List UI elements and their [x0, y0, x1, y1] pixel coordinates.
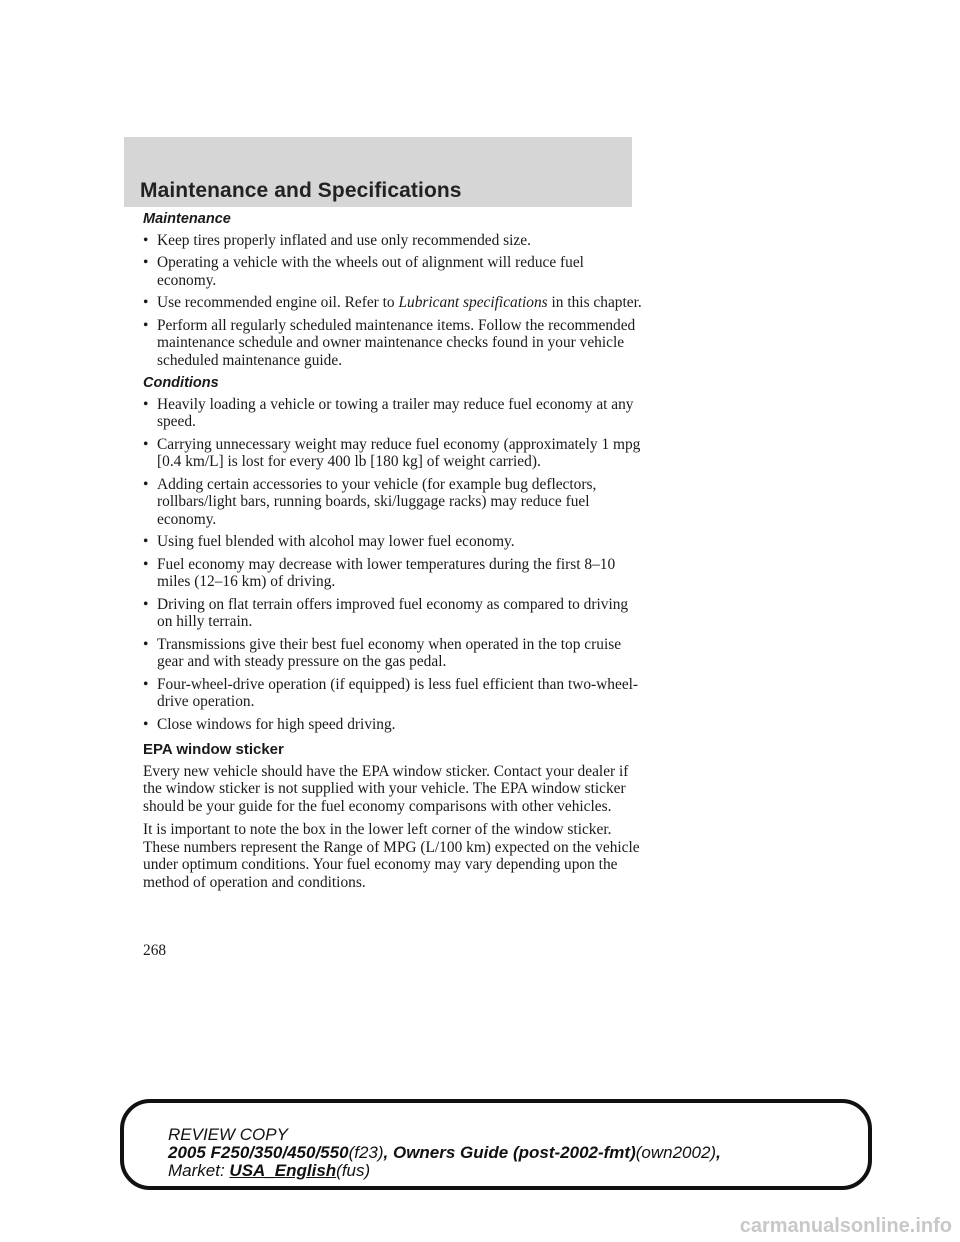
list-item: • Driving on flat terrain offers improved fuel economy as compared to driving on hilly terrain. [143, 595, 629, 630]
list-item: • Using fuel blended with alcohol may lower fuel economy. [143, 533, 515, 550]
list-item: • Four-wheel-drive operation (if equipped) is less fuel efficient than two-wheel-drive operation. [143, 675, 639, 710]
review-copy-text [168, 1126, 721, 1180]
list-item: • Fuel economy may decrease with lower temperatures during the first 8–10 miles (12–16 km) of driving. [143, 555, 616, 590]
epa-paragraph: Every new vehicle should have the EPA window sticker. Contact your dealer if the window sticker is not supplied with your vehicle. The EPA window sticker should be your guide for the fuel economy comparisons with other vehicles. [143, 762, 629, 815]
list-item: • Heavily loading a vehicle or towing a trailer may reduce fuel economy at any speed. [143, 395, 634, 430]
list-item: • Perform all regularly scheduled maintenance items. Follow the recommended maintenance schedule and owner maintenance checks found in your vehicle scheduled maintenance guide. [143, 316, 636, 369]
maintenance-list [143, 232, 643, 370]
review-copy-box [120, 1099, 872, 1190]
maintenance-heading: Maintenance [143, 211, 231, 227]
page-content [143, 211, 643, 897]
section-title: Maintenance and Specifications [140, 179, 462, 202]
list-item: • Operating a vehicle with the wheels out of alignment will reduce fuel economy. [143, 254, 584, 289]
review-copy-label: REVIEW COPY [168, 1125, 288, 1144]
list-item: • Transmissions give their best fuel economy when operated in the top cruise gear and with steady pressure on the gas pedal. [143, 635, 622, 670]
list-item: • Carrying unnecessary weight may reduce fuel economy (approximately 1 mpg [0.4 km/L] is lost for every 400 lb [180 kg] of weight carried). [143, 435, 641, 470]
list-item: • Keep tires properly inflated and use only recommended size. [143, 231, 531, 249]
market-line: Market: USA_English(fus) [168, 1161, 371, 1180]
list-item: • Close windows for high speed driving. [143, 715, 396, 733]
list-item: • Use recommended engine oil. Refer to Lubricant specifications in this chapter. [143, 294, 642, 311]
conditions-heading: Conditions [143, 375, 219, 391]
list-item: • Adding certain accessories to your vehicle (for example bug deflectors, rollbars/light bars, running boards, ski/luggage racks) may reduce fuel economy. [143, 475, 597, 528]
section-header [124, 137, 632, 207]
epa-heading: EPA window sticker [143, 741, 284, 758]
conditions-list [143, 396, 643, 734]
page-number: 268 [143, 942, 167, 959]
watermark: carmanualsonline.info [739, 1215, 952, 1237]
lubricant-specifications-reference: Lubricant specifications [398, 294, 548, 311]
document-id-line: 2005 F250/350/450/550(f23), Owners Guide (post-2002-fmt)(own2002), [168, 1143, 721, 1162]
epa-paragraph: It is important to note the box in the lower left corner of the window sticker. These numbers represent the Range of MPG (L/100 km) expected on the vehicle under optimum conditions. Your fuel economy may vary depending upon the method of operation and conditions. [143, 821, 640, 891]
